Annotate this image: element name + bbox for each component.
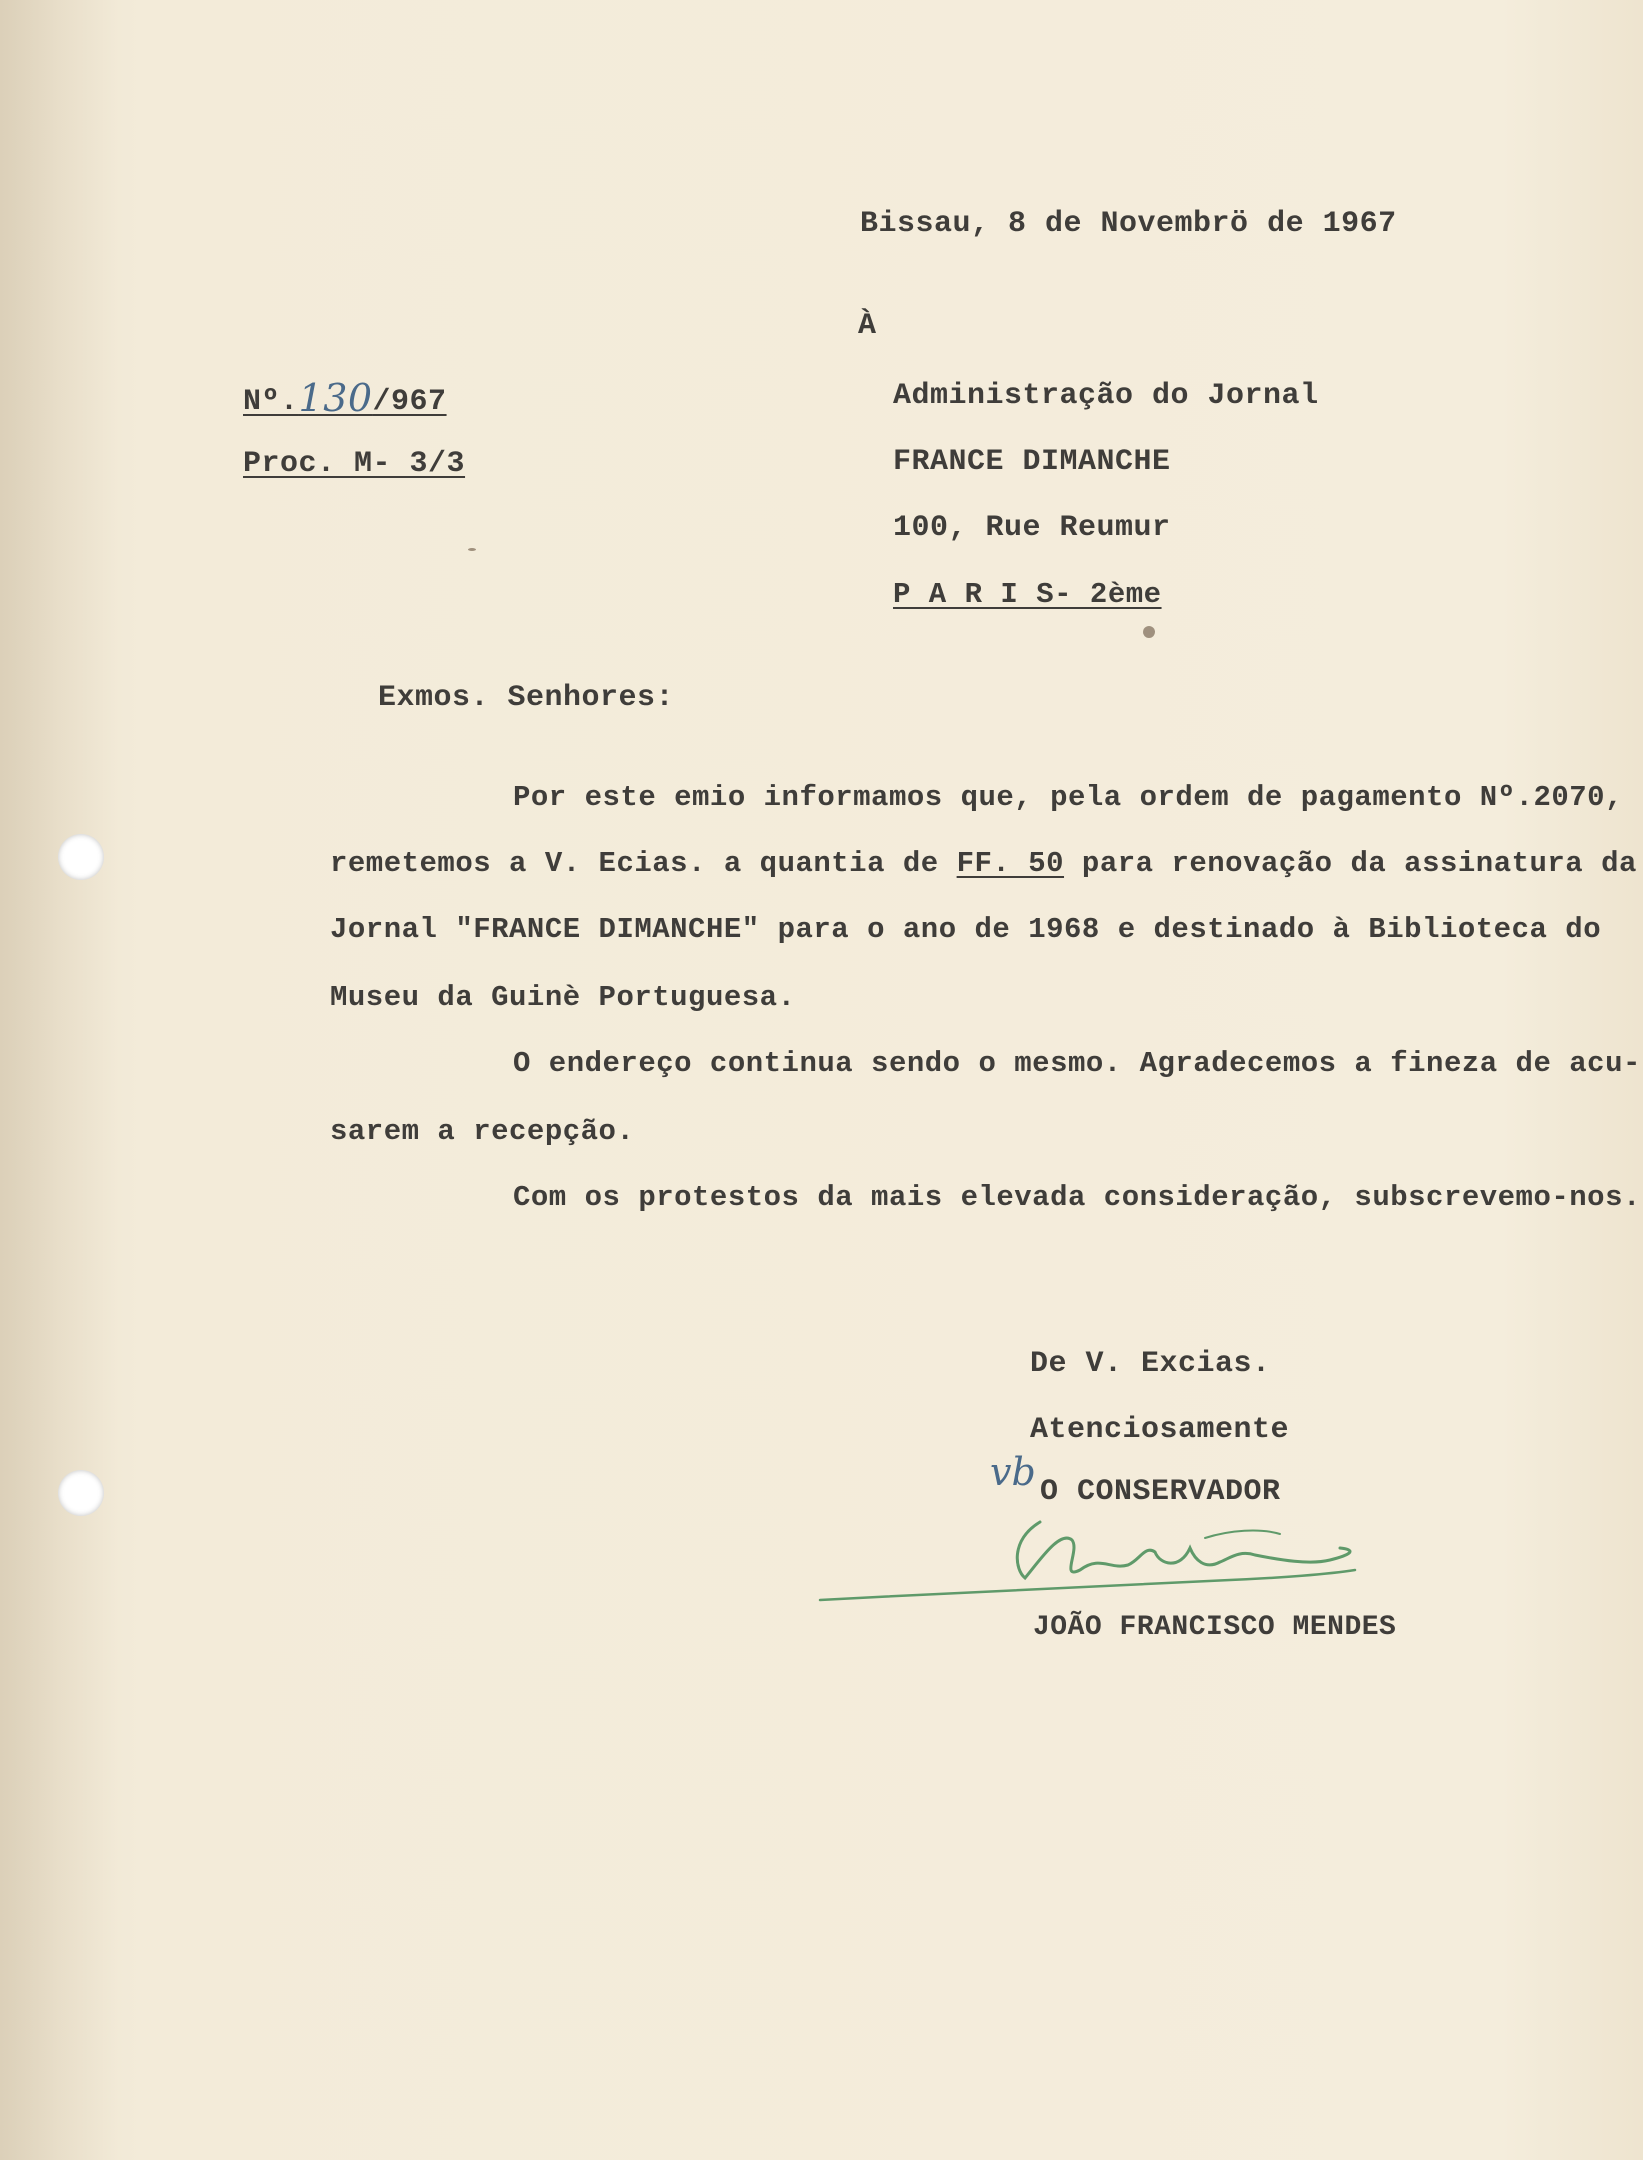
recipient-line-1: Administração do Jornal — [893, 379, 1319, 413]
body-p1-line-2 — [330, 846, 1637, 882]
signatory-name: JOÃO FRANCISCO MENDES — [1033, 1612, 1397, 1643]
body-p3-line-1: Com os protestos da mais elevada consideração, subscrevemo-nos. — [513, 1181, 1641, 1214]
closing-line-3: O CONSERVADOR — [1040, 1475, 1281, 1509]
body-p1-line-2-a: remetemos a V. Ecias. a quantia de — [330, 847, 957, 880]
punch-hole-top — [58, 834, 104, 880]
initials-handwritten: vb — [990, 1450, 1036, 1494]
reference-number-handwritten: 130 — [298, 376, 373, 420]
salutation: Exmos. Senhores: — [378, 681, 675, 715]
body-p1-line-4: Museu da Guinè Portuguesa. — [330, 981, 796, 1014]
place-date: Bissau, 8 de Novembrö de 1967 — [860, 207, 1397, 241]
body-p1-line-2-b: para renovação da assinatura da — [1064, 847, 1637, 880]
payment-amount: FF. 50 — [956, 847, 1065, 880]
recipient-line-4: P A R I S- 2ème — [893, 578, 1162, 611]
body-p1-line-1: Por este emio informamos que, pela ordem de pagamento Nº.2070, — [513, 781, 1623, 814]
paper-edge-shade — [0, 0, 118, 2160]
recipient-line-3: 100, Rue Reumur — [893, 511, 1171, 545]
reference-number-prefix: Nº. — [243, 385, 299, 419]
process-number: Proc. M- 3/3 — [243, 447, 466, 481]
reference-number-suffix: /967 — [372, 385, 447, 419]
signature-drawing — [810, 1500, 1370, 1620]
body-p2-line-2: sarem a recepção. — [330, 1115, 635, 1148]
ink-smudge — [1143, 626, 1155, 638]
closing-line-2: Atenciosamente — [1030, 1413, 1290, 1447]
recipient-line-2: FRANCE DIMANCHE — [893, 445, 1171, 479]
ink-mark — [468, 548, 476, 551]
to-marker: À — [858, 309, 877, 343]
body-p2-line-1: O endereço continua sendo o mesmo. Agradecemos a fineza de acu- — [513, 1047, 1641, 1080]
body-p1-line-3: Jornal "FRANCE DIMANCHE" para o ano de 1968 e destinado à Biblioteca do — [330, 913, 1602, 946]
reference-number — [243, 378, 447, 420]
punch-hole-bottom — [58, 1470, 104, 1516]
closing-line-1: De V. Excias. — [1030, 1347, 1271, 1381]
